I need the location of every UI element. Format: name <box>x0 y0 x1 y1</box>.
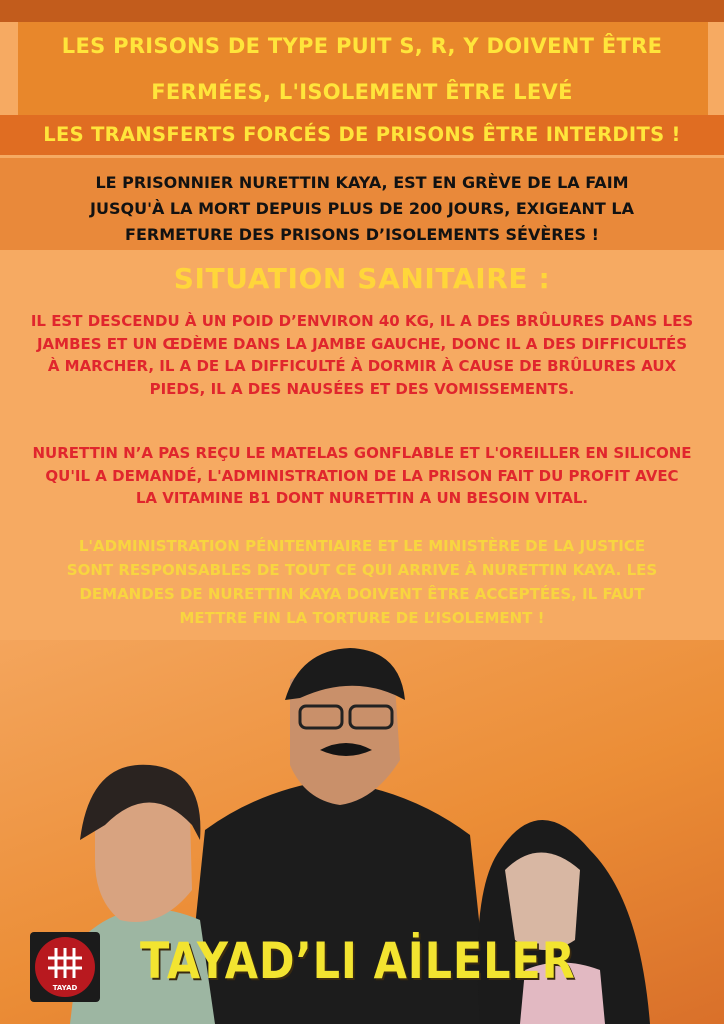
logo-text: TAYAD <box>52 984 78 992</box>
health-line-3: À MARCHER, IL A DE LA DIFFICULTÉ À DORMIR À CAUSE DE BRÛLURES AUX <box>47 357 677 375</box>
tayad-logo <box>30 932 100 1002</box>
request-line-2: QU'IL A DEMANDÉ, L'ADMINISTRATION DE LA PRISON FAIT DU PROFIT AVEC <box>45 466 679 485</box>
responsibility-line-3: DEMANDES DE NURETTIN KAYA DOIVENT ÊTRE ACCEPTÉES, IL FAUT <box>79 585 645 603</box>
statement-line-1: LE PRISONNIER NURETTIN KAYA, EST EN GRÈVE DE LA FAIM <box>95 173 629 192</box>
brand-title: TAYAD’LI AİLELER <box>140 932 576 990</box>
health-line-4: PIEDS, IL A DES NAUSÉES ET DES VOMISSEMENTS. <box>149 379 575 398</box>
statement-line-2: JUSQU'À LA MORT DEPUIS PLUS DE 200 JOURS, EXIGEANT LA <box>90 199 634 218</box>
statement-line-3: FERMETURE DES PRISONS D’ISOLEMENTS SÉVÈRES ! <box>125 225 599 244</box>
responsibility-paragraph <box>0 534 724 630</box>
header-line-1: LES PRISONS DE TYPE PUIT S, R, Y DOIVENT ÊTRE <box>61 34 663 58</box>
request-paragraph <box>0 442 724 510</box>
request-line-3: LA VITAMINE B1 DONT NURETTIN A UN BESOIN VITAL. <box>135 489 589 507</box>
health-line-1: IL EST DESCENDU À UN POID D’ENVIRON 40 KG, IL A DES BRÛLURES DANS LES <box>30 312 694 330</box>
title-band <box>18 22 708 115</box>
responsibility-line-2: SONT RESPONSABLES DE TOUT CE QUI ARRIVE À NURETTIN KAYA. LES <box>66 561 658 579</box>
top-band <box>0 0 724 22</box>
health-line-2: JAMBES ET UN ŒDÈME DANS LA JAMBE GAUCHE, DONC IL A DES DIFFICULTÉS <box>36 334 688 353</box>
section-title: SITUATION SANITAIRE : <box>173 262 551 295</box>
header-line-2: FERMÉES, L'ISOLEMENT ÊTRE LEVÉ <box>151 80 573 104</box>
header-line-3: LES TRANSFERTS FORCÉS DE PRISONS ÊTRE INTERDITS ! <box>43 123 681 146</box>
transfers-band <box>0 115 724 155</box>
right-woman-figure <box>478 820 651 1024</box>
responsibility-line-4: METTRE FIN LA TORTURE DE L’ISOLEMENT ! <box>179 609 545 627</box>
responsibility-line-1: L'ADMINISTRATION PÉNITENTIAIRE ET LE MINISTÈRE DE LA JUSTICE <box>78 537 646 555</box>
request-line-1: NURETTIN N’A PAS REÇU LE MATELAS GONFLABLE ET L'OREILLER EN SILICONE <box>32 444 692 462</box>
health-paragraph <box>0 310 724 400</box>
statement-text <box>20 170 704 248</box>
statement-band <box>0 158 724 250</box>
